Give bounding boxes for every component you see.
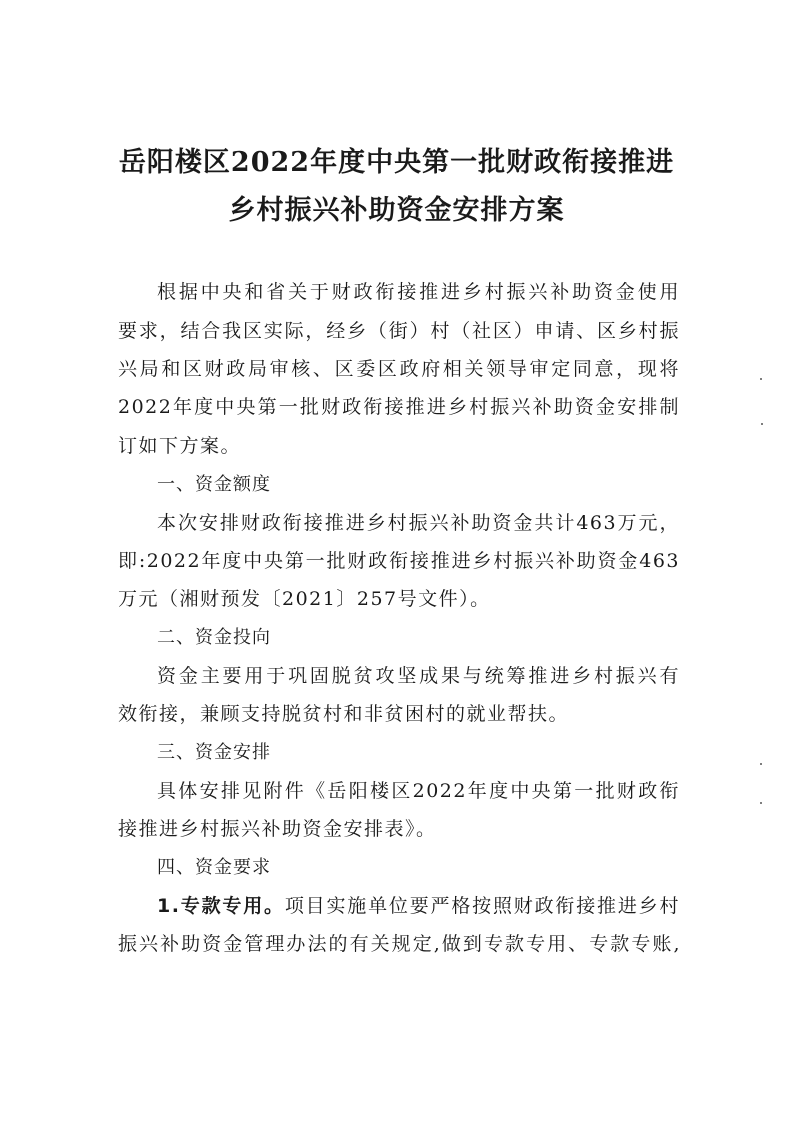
section1-line: 即:2022年度中央第一批财政衔接推进乡村振兴补助资金463 bbox=[118, 550, 680, 572]
item1-bold-lead: 1.专款专用。 bbox=[157, 895, 285, 917]
scan-speck bbox=[760, 802, 762, 804]
section2-line: 资金主要用于巩固脱贫攻坚成果与统筹推进乡村振兴有 bbox=[157, 665, 680, 687]
document-title-line-2: 乡村振兴补助资金安排方案 bbox=[228, 195, 565, 226]
section4-item1-line: 振兴补助资金管理办法的有关规定,做到专款专用、专款专账, bbox=[118, 933, 680, 955]
item1-text: 项目实施单位要严格按照财政衔接推进乡村 bbox=[284, 895, 680, 917]
scan-speck bbox=[761, 423, 763, 425]
section-heading-amount: 一、资金额度 bbox=[157, 474, 271, 495]
section-heading-arrangement: 三、资金安排 bbox=[157, 742, 271, 763]
document-title-line-1: 岳阳楼区2022年度中央第一批财政衔接推进 bbox=[118, 147, 675, 178]
section3-line: 具体安排见附件《岳阳楼区2022年度中央第一批财政衔 bbox=[157, 780, 680, 802]
intro-line: 2022年度中央第一批财政衔接推进乡村振兴补助资金安排制 bbox=[118, 396, 680, 418]
section4-item1-line bbox=[157, 892, 680, 920]
scan-speck bbox=[760, 763, 762, 765]
section3-line: 接推进乡村振兴补助资金安排表》。 bbox=[118, 818, 437, 840]
section-heading-requirements: 四、资金要求 bbox=[157, 857, 271, 878]
intro-line: 根据中央和省关于财政衔接推进乡村振兴补助资金使用 bbox=[157, 281, 680, 303]
intro-line: 要求，结合我区实际，经乡（街）村（社区）申请、区乡村振 bbox=[118, 320, 680, 342]
section1-line: 本次安排财政衔接推进乡村振兴补助资金共计463万元， bbox=[157, 512, 680, 534]
section-heading-direction: 二、资金投向 bbox=[157, 627, 271, 648]
section1-line: 万元（湘财预发〔2021〕257号文件）。 bbox=[118, 588, 491, 610]
scan-speck bbox=[760, 378, 762, 380]
intro-line: 订如下方案。 bbox=[118, 435, 242, 457]
section2-line: 效衔接，兼顾支持脱贫村和非贫困村的就业帮扶。 bbox=[118, 703, 570, 725]
intro-line: 兴局和区财政局审核、区委区政府相关领导审定同意，现将 bbox=[118, 358, 680, 380]
